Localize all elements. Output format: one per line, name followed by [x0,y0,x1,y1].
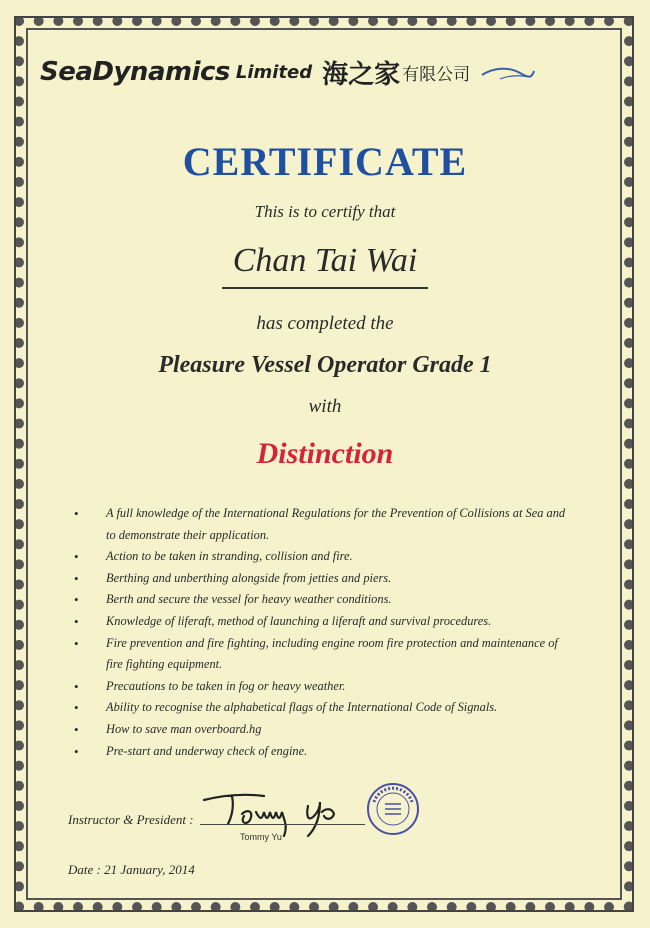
company-chinese-suffix: 有限公司 [402,64,471,85]
list-item: • Fire prevention and fire fighting, including engine room fire protection and maintenance of fire fighting equipment. [72,633,577,676]
bullet-icon: • [74,635,79,651]
printed-name: Tommy Yu [240,832,282,842]
company-seal-icon [366,782,420,836]
with-text: with [308,396,342,417]
signoff-label: Instructor & President : [68,812,194,827]
competency-list [72,503,577,762]
course-name: Pleasure Vessel Operator Grade 1 [158,352,492,378]
list-item: • Knowledge of liferaft, method of launching a liferaft and survival procedures. [72,611,577,633]
list-item: • Berth and secure the vessel for heavy weather conditions. [72,589,577,611]
company-chinese-name: 海之家 [322,59,401,90]
list-item: • Action to be taken in stranding, collision and fire. [72,546,577,568]
signature-image [198,786,368,846]
company-brand: SeaDynamics [40,57,230,87]
list-item: • Pre-start and underway check of engine. [72,741,577,763]
recipient-underline [222,287,428,289]
bullet-icon: • [74,506,79,521]
company-brand-suffix: Limited [235,61,313,83]
bullet-icon: • [74,743,79,759]
bullet-icon: • [74,592,79,608]
list-item: • Ability to recognise the alphabetical flags of the International Code of Signals. [72,697,577,719]
list-item: • A full knowledge of the International Regulations for the Prevention of Collisions at Sea and to demonstrate their application. [72,503,577,546]
list-item: • How to save man overboard.hg [72,719,577,741]
certify-text: This is to certify that [254,202,396,221]
completed-text: has completed the [256,313,394,334]
bullet-icon: • [74,549,79,565]
bullet-icon: • [74,613,79,629]
wave-logo-icon [480,61,536,83]
recipient-name: Chan Tai Wai [232,242,418,279]
list-item: • Precautions to be taken in fog or heavy weather. [72,676,577,698]
certificate-title: CERTIFICATE [182,139,468,184]
bullet-icon: • [74,700,79,716]
list-item: • Berthing and unberthing alongside from jetties and piers. [72,568,577,590]
grade-distinction: Distinction [256,437,394,470]
issue-date: Date : 21 January, 2014 [68,862,195,877]
bullet-icon: • [74,678,79,694]
signature-line [200,824,365,825]
company-header [40,52,620,92]
bullet-icon: • [74,721,79,737]
bullet-icon: • [74,570,79,586]
